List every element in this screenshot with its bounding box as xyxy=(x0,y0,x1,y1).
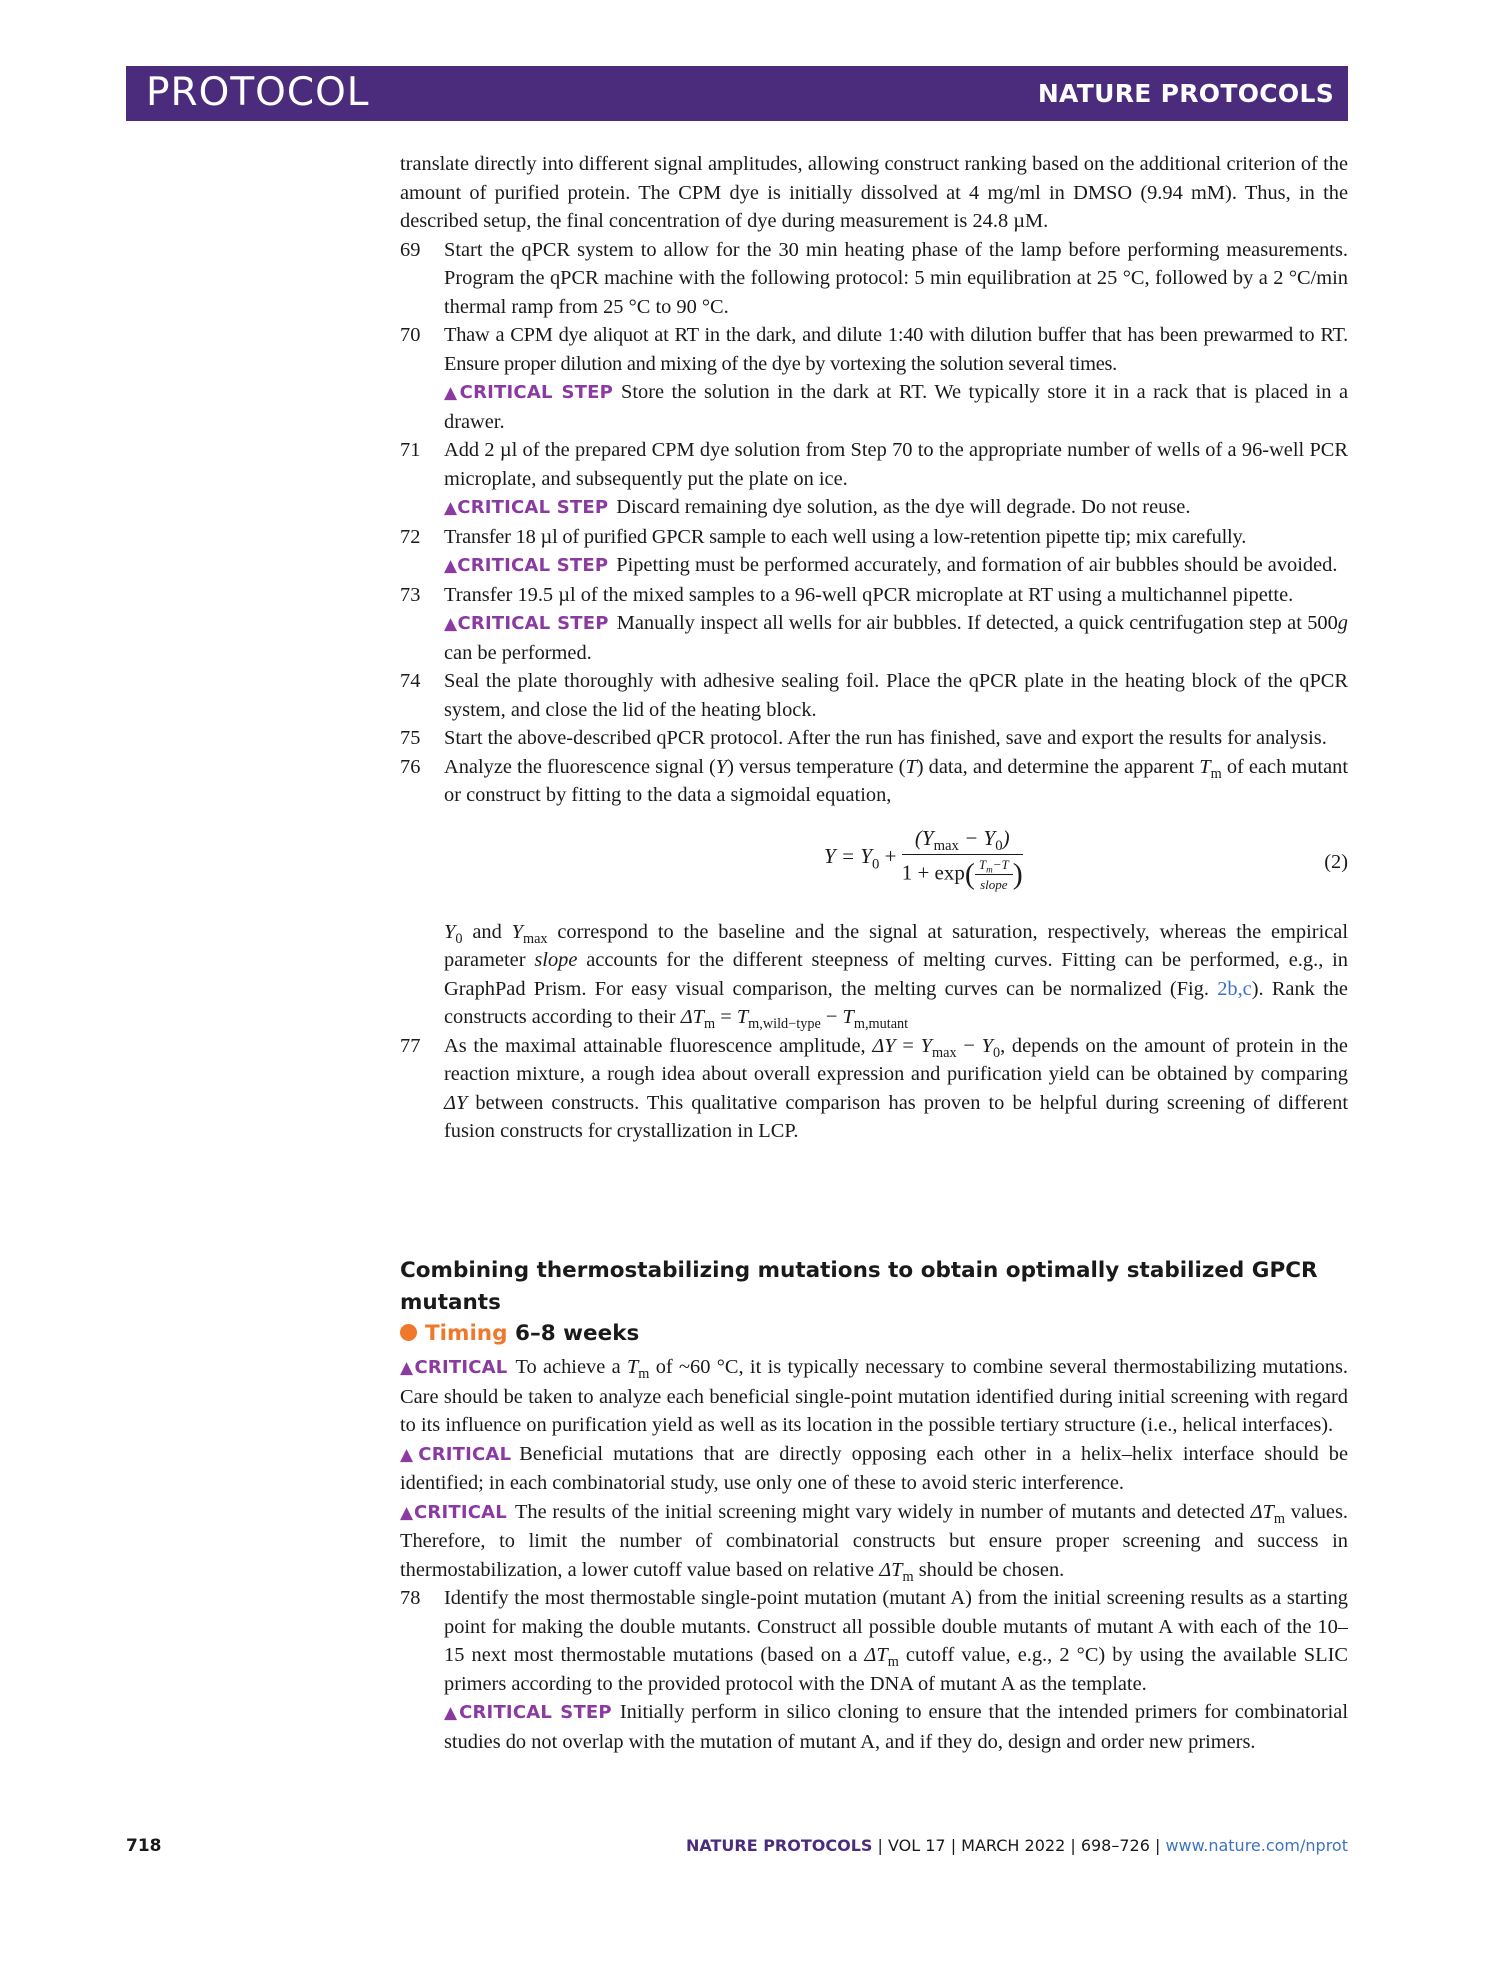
step-text: Seal the plate thoroughly with adhesive sealing foil. Place the qPCR plate in the heating block of the qPCR system, and close the lid of the heating block. xyxy=(444,670,1348,721)
critical-step-badge: ▲CRITICAL STEP xyxy=(444,382,614,403)
step-text: Thaw a CPM dye aliquot at RT in the dark, and dilute 1:40 with dilution buffer that has been prewarmed to RT. Ensure proper dilution and mixing of the dye by vortexing the solution several times. xyxy=(444,324,1348,375)
equation-fraction: $(Y_{max} - Y_0)$ 1 + exp( $T_m-T$ slope ) xyxy=(901,825,1023,892)
step-78 xyxy=(400,1584,1348,1756)
critical-step-note: ▲CRITICAL STEP Initially perform in silico cloning to ensure that the intended primers for combinatorial studies do not overlap with the mutation of mutant A, and if they do, design and order new primers. xyxy=(444,1701,1349,1753)
critical-badge: ▲CRITICAL xyxy=(400,1357,508,1378)
equation-number: (2) xyxy=(1324,850,1348,873)
critical-note-3: ▲CRITICAL The results of the initial screening might vary widely in number of mutants and detected $\Delta T_m$ values. Therefore, to limit the number of combinatorial constructs but ensure proper screening and success in thermostabilization, a lower cutoff value based on relative $\Delta T_m$ should be chosen. xyxy=(400,1500,1348,1585)
sigmoid-equation xyxy=(444,820,1348,910)
timing-line: Timing 6–8 weeks xyxy=(400,1319,1348,1349)
critical-badge: ▲CRITICAL xyxy=(400,1501,507,1523)
footer-citation: NATURE PROTOCOLS | VOL 17 | MARCH 2022 | 698–726 | www.nature.com/nprot xyxy=(685,1836,1348,1855)
step-text: Start the qPCR system to allow for the 30 min heating phase of the lamp before performing measurements. Program the qPCR machine with the following protocol: 5 min equilibration at 25 °C, followed by a 2 °C/min thermal ramp from 25 °C to 90 °C. xyxy=(444,238,1348,318)
critical-badge: ▲CRITICAL xyxy=(400,1443,512,1465)
warning-triangle-icon: ▲ xyxy=(444,556,458,576)
critical-step-note: ▲CRITICAL STEP Manually inspect all wells for air bubbles. If detected, a quick centrifugation step at 500g can be performed. xyxy=(444,612,1348,664)
timing-dot-icon xyxy=(400,1324,417,1341)
step-number: 73 xyxy=(400,583,421,606)
warning-triangle-icon: ▲ xyxy=(400,1444,419,1465)
step-73 xyxy=(400,581,1348,668)
step-71 xyxy=(400,436,1348,523)
step-72 xyxy=(400,523,1348,581)
step-text: Start the above-described qPCR protocol. After the run has finished, save and export the results for analysis. xyxy=(444,727,1327,749)
warning-triangle-icon: ▲ xyxy=(444,498,458,518)
critical-step-note: ▲CRITICAL STEP Store the solution in the dark at RT. We typically store it in a rack that is placed in a drawer. xyxy=(444,381,1348,433)
equation-explanation: $Y_0$ and $Y_{max}$ correspond to the baseline and the signal at saturation, respectively, whereas the empirical parameter slope accounts for the different steepness of melting curves. Fitting can be performed, e.g., in GraphPad Prism. For easy visual comparison, the melting curves can be normalized (Fig. 2b,c). Rank the constructs according to their $\Delta T_m = T_{m,wild-type} - T_{m,mutant}$ xyxy=(444,920,1348,1033)
critical-step-badge: ▲CRITICAL STEP xyxy=(444,497,609,518)
section-label: PROTOCOL xyxy=(146,70,370,115)
equation-body: $Y = Y_0$ + $(Y_{max} - Y_0)$ 1 + exp( $T_m-T$ slope ) xyxy=(824,825,1023,892)
critical-note-2: ▲CRITICAL Beneficial mutations that are directly opposing each other in a helix–helix interface should be identified; in each combinatorial study, use only one of these to avoid steric interference. xyxy=(400,1442,1348,1494)
step-number: 72 xyxy=(400,525,421,548)
intro-paragraph: translate directly into different signal amplitudes, allowing construct ranking based on the additional criterion of the amount of purified protein. The CPM dye is initially dissolved at 4 mg/ml in DMSO (9.94 mM). Thus, in the described setup, the final concentration of dye during measurement is 24.8 µM. xyxy=(400,153,1348,232)
step-number: 70 xyxy=(400,324,421,346)
step-number: 71 xyxy=(400,439,421,461)
step-number: 75 xyxy=(400,727,421,749)
warning-triangle-icon: ▲ xyxy=(400,1358,415,1378)
main-content xyxy=(400,150,1348,1146)
step-77 xyxy=(400,1032,1348,1146)
critical-step-badge: ▲CRITICAL STEP xyxy=(444,555,609,576)
step-76 xyxy=(400,753,1348,1032)
step-number: 74 xyxy=(400,670,421,692)
step-70 xyxy=(400,321,1348,436)
critical-step-badge: ▲CRITICAL STEP xyxy=(444,613,609,634)
combination-section xyxy=(400,1255,1348,1756)
warning-triangle-icon: ▲ xyxy=(444,383,460,403)
figure-link[interactable]: 2b,c xyxy=(1217,977,1252,1000)
step-number: 77 xyxy=(400,1034,421,1057)
critical-note-1: ▲CRITICAL To achieve a $T_m$ of ~60 °C, it is typically necessary to combine several thermostabilizing mutations. Care should be taken to analyze each beneficial single-point mutation identified during initial screening with regard to its influence on purification yield as well as its location in the possible tertiary structure (i.e., helical interfaces). xyxy=(400,1356,1348,1436)
page-number: 718 xyxy=(126,1836,162,1856)
step-74 xyxy=(400,667,1348,724)
step-text: Identify the most thermostable single-point mutation (mutant A) from the initial screening results as a starting point for making the double mutants. Construct all possible double mutants of mutant A with each of the 10–15 next most thermostable mutations (based on a $\Delta T_m$ cutoff value, e.g., 2 °C) by using the available SLIC primers according to the provided protocol with the DNA of mutant A as the template. xyxy=(444,1587,1348,1695)
step-text: Transfer 18 µl of purified GPCR sample to each well using a low-retention pipette tip; mix carefully. xyxy=(444,525,1247,548)
critical-step-badge: ▲CRITICAL STEP xyxy=(444,1702,612,1723)
section-heading: Combining thermostabilizing mutations to obtain optimally stabilized GPCR mutants xyxy=(400,1258,1318,1315)
step-75 xyxy=(400,724,1348,753)
step-number: 78 xyxy=(400,1587,421,1609)
warning-triangle-icon: ▲ xyxy=(444,1703,460,1723)
step-text: As the maximal attainable fluorescence amplitude, $\Delta Y = Y_{max} - Y_0$, depends on the amount of protein in the reaction mixture, a rough idea about overall expression and purification yield can be obtained by comparing ΔY between constructs. This qualitative comparison has proven to be helpful during screening of different fusion constructs for crystallization in LCP. xyxy=(444,1034,1348,1142)
step-number: 76 xyxy=(400,755,421,778)
header-banner xyxy=(126,66,1348,121)
critical-step-note: ▲CRITICAL STEP Pipetting must be performed accurately, and formation of air bubbles should be avoided. xyxy=(444,554,1338,576)
critical-step-note: ▲CRITICAL STEP Discard remaining dye solution, as the dye will degrade. Do not reuse. xyxy=(444,496,1191,518)
step-text: Add 2 µl of the prepared CPM dye solution from Step 70 to the appropriate number of wells of a 96-well PCR microplate, and subsequently put the plate on ice. xyxy=(444,439,1348,490)
step-text: Analyze the fluorescence signal (Y) versus temperature (T) data, and determine the apparent $T_m$ of each mutant or construct by fitting to the data a sigmoidal equation, xyxy=(444,755,1349,806)
warning-triangle-icon: ▲ xyxy=(400,1502,414,1523)
warning-triangle-icon: ▲ xyxy=(444,614,458,634)
step-number: 69 xyxy=(400,238,421,261)
step-text: Transfer 19.5 µl of the mixed samples to a 96-well qPCR microplate at RT using a multichannel pipette. xyxy=(444,583,1294,606)
journal-url-link[interactable]: www.nature.com/nprot xyxy=(1165,1836,1348,1855)
step-69 xyxy=(400,236,1348,322)
journal-title: NATURE PROTOCOLS xyxy=(1037,79,1334,108)
